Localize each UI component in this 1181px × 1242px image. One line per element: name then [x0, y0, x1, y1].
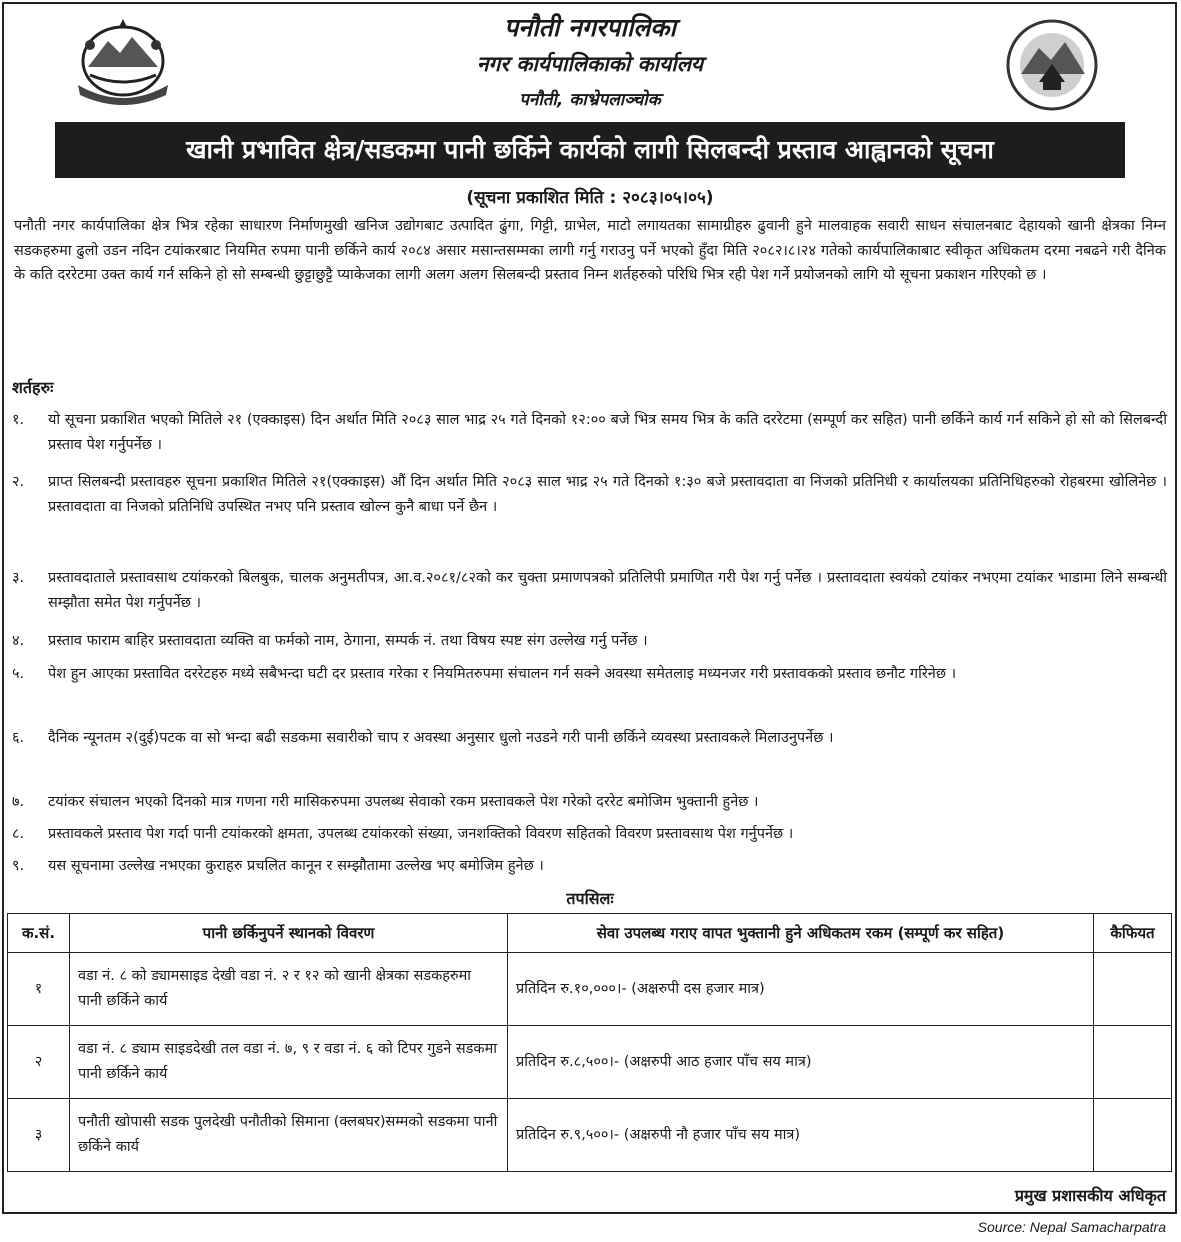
- condition-text: यो सूचना प्रकाशित भएको मितिले २१ (एक्काइस) दिन अर्थात मिति २०८३ साल भाद्र २५ गते दिनको १२:०० बजे भित्र समय भित्र के कति दररेटमा (सम्पूर्ण कर सहित) पानी छर्किने कार्य गर्न सकिने हो सो को सिलबन्दी प्रस्ताव पेश गर्नुपर्नेछ ।: [48, 412, 1167, 453]
- condition-text: प्रस्तावकले प्रस्ताव पेश गर्दा पानी टयांकरको क्षमता, उपलब्ध टयांकरको संख्या, जनशक्तिको विवरण सहितको विवरण प्रस्तावसाथ पेश गर्नुपर्नेछ ।: [48, 826, 794, 842]
- source-credit: Source: Nepal Samacharpatra: [977, 1219, 1166, 1235]
- column-header-location: पानी छर्किनुपर्ने स्थानको विवरण: [70, 914, 508, 953]
- condition-item: [12, 408, 1167, 458]
- office-address: पनौती, काभ्रेपलाञ्चोक: [519, 90, 661, 110]
- condition-text: पेश हुन आएका प्रस्तावित दररेटहरु मध्ये सबैभन्दा घटी दर प्रस्ताव गरेका र नियमितरुपमा संचालन गर्न सक्ने अवस्था समेतलाइ मध्यनजर गरी प्रस्तावकको प्रस्ताव छनौट गरिनेछ ।: [48, 666, 957, 682]
- signatory-title: प्रमुख प्रशासकीय अधिकृत: [1014, 1186, 1166, 1205]
- row-serial: १: [8, 953, 70, 1026]
- condition-text: यस सूचनामा उल्लेख नभएका कुराहरु प्रचलित कानून र सम्झौतामा उल्लेख भए बमोजिम हुनेछ ।: [48, 858, 544, 874]
- row-serial: २: [8, 1026, 70, 1099]
- condition-item: [12, 566, 1167, 616]
- condition-text: दैनिक न्यूनतम २(दुई)पटक वा सो भन्दा बढी सडकमा सवारीको चाप र अवस्था अनुसार धुलो नउडने गरी पानी छर्किने व्यवस्था प्रस्तावकले मिलाउनुपर्नेछ ।: [48, 730, 834, 746]
- table-row: [8, 1026, 1172, 1099]
- office-name: नगर कार्यपालिकाको कार्यालय: [476, 52, 704, 76]
- row-remarks: [1094, 1026, 1172, 1099]
- condition-number: ७.: [12, 794, 25, 810]
- condition-text: प्रस्ताव फाराम बाहिर प्रस्तावदाता व्यक्ति वा फर्मको नाम, ठेगाना, सम्पर्क नं. तथा विषय स्पष्ट संग उल्लेख गर्नु पर्नेछ ।: [48, 633, 648, 649]
- conditions-heading: शर्तहरुः: [12, 378, 54, 397]
- condition-item: [12, 629, 1167, 654]
- condition-text: प्राप्त सिलबन्दी प्रस्तावहरु सूचना प्रकाशित मितिले २१(एक्काइस) औं दिन अर्थात मिति २०८३ साल भाद्र २५ गते दिनको १:३० बजे प्रस्तावदाता वा निजको प्रतिनिधी र कार्यालयका प्रतिनिधिहरुको रोहबरमा खोलिनेछ । प्रस्तावदाता वा निजको प्रतिनिधि उपस्थित नभए पनि प्रस्ताव खोल्न कुनै बाधा पर्ने छैन ।: [48, 474, 1167, 515]
- row-location: पनौती खोपासी सडक पुलदेखी पनौतीको सिमाना (क्लबघर)सम्मको सडकमा पानी छर्किने कार्य: [70, 1099, 508, 1172]
- condition-item: [12, 470, 1167, 520]
- row-remarks: [1094, 1099, 1172, 1172]
- condition-text: टयांकर संचालन भएको दिनको मात्र गणना गरी मासिकरुपमा उपलब्ध सेवाको रकम प्रस्तावकले पेश गरेको दररेट बमोजिम भुक्तानी हुनेछ ।: [48, 794, 759, 810]
- nepal-emblem-logo: [70, 15, 176, 105]
- panauti-municipality-logo: [1005, 18, 1099, 112]
- condition-number: ६.: [12, 730, 25, 746]
- condition-item: [12, 726, 1167, 751]
- table-row: [8, 1099, 1172, 1172]
- condition-item: [12, 662, 1167, 687]
- schedule-table: [7, 913, 1172, 1172]
- condition-item: [12, 822, 1167, 847]
- column-header-amount: सेवा उपलब्ध गराए वापत भुक्तानी हुने अधिकतम रकम (सम्पूर्ण कर सहित): [508, 914, 1094, 953]
- condition-number: २.: [12, 474, 25, 490]
- condition-text: प्रस्तावदाताले प्रस्तावसाथ टयांकरको बिलबुक, चालक अनुमतीपत्र, आ.व.२०८१/८२को कर चुक्ता प्रमाणपत्रको प्रतिलिपी प्रमाणित गरी पेश गर्नु पर्नेछ । प्रस्तावदाता स्वयंको टयांकर नभएमा टयांकर भाडामा लिने सम्बन्धी सम्झौता समेत पेश गर्नुपर्नेछ ।: [48, 570, 1167, 611]
- row-location: वडा नं. ८ ड्याम साइडदेखी तल वडा नं. ७, ९ र वडा नं. ६ को टिपर गुडने सडकमा पानी छर्किने कार्य: [70, 1026, 508, 1099]
- table-row: [8, 953, 1172, 1026]
- column-header-serial: क.सं.: [8, 914, 70, 953]
- condition-number: १.: [12, 412, 25, 428]
- table-header-row: [8, 914, 1172, 953]
- row-serial: ३: [8, 1099, 70, 1172]
- row-location: वडा नं. ८ को ड्यामसाइड देखी वडा नं. २ र १२ को खानी क्षेत्रका सडकहरुमा पानी छर्किने कार्य: [70, 953, 508, 1026]
- condition-number: ५.: [12, 666, 25, 682]
- org-name: पनौती नगरपालिका: [504, 13, 676, 42]
- condition-number: ९.: [12, 858, 25, 874]
- row-amount: प्रतिदिन रु.९,५००।- (अक्षरुपी नौ हजार पाँच सय मात्र): [508, 1099, 1094, 1172]
- row-amount: प्रतिदिन रु.१०,०००।- (अक्षरुपी दस हजार मात्र): [508, 953, 1094, 1026]
- condition-item: [12, 854, 1167, 879]
- condition-number: ४.: [12, 633, 25, 649]
- column-header-remarks: कैफियत: [1094, 914, 1172, 953]
- condition-number: ३.: [12, 570, 25, 586]
- notice-title: खानी प्रभावित क्षेत्र/सडकमा पानी छर्किने कार्यको लागी सिलबन्दी प्रस्ताव आह्वानको सूचना: [55, 122, 1125, 178]
- row-remarks: [1094, 953, 1172, 1026]
- publish-date: (सूचना प्रकाशित मिति : २०८३।०५।०५): [466, 188, 714, 208]
- schedule-heading: तपसिलः: [566, 889, 614, 908]
- intro-paragraph: पनौती नगर कार्यपालिका क्षेत्र भित्र रहेका साधारण निर्माणमुखी खनिज उद्योगबाट उत्पादित ढुंगा, गिट्टी, ग्राभेल, माटो लगायतका सामाग्रीहरु ढुवानी हुने मालवाहक सवारी साधन संचालनबाट देहायको खानी क्षेत्रका निम्न सडकहरुमा ढुलो उडन नदिन टयांकरबाट नियमित रुपमा पानी छर्किने कार्य २०८४ असार मसान्तसम्मका लागी गर्नु गराउनु पर्ने भएको हुँदा मिति २०८२।८।२४ गतेको कार्यपालिकाबाट स्वीकृत अधिकतम दरमा नबढने गरी दैनिक के कति दररेटमा उक्त कार्य गर्न सकिने हो सो सम्बन्धी छुट्टाछुट्टै प्याकेजका लागी अलग अलग सिलबन्दी प्रस्ताव निम्न शर्तहरुको परिधि भित्र रही पेश गर्ने प्रयोजनको लागि यो सूचना प्रकाशन गरिएको छ ।: [14, 218, 1166, 283]
- condition-number: ८.: [12, 826, 25, 842]
- condition-item: [12, 790, 1167, 815]
- row-amount: प्रतिदिन रु.८,५००।- (अक्षरुपी आठ हजार पाँच सय मात्र): [508, 1026, 1094, 1099]
